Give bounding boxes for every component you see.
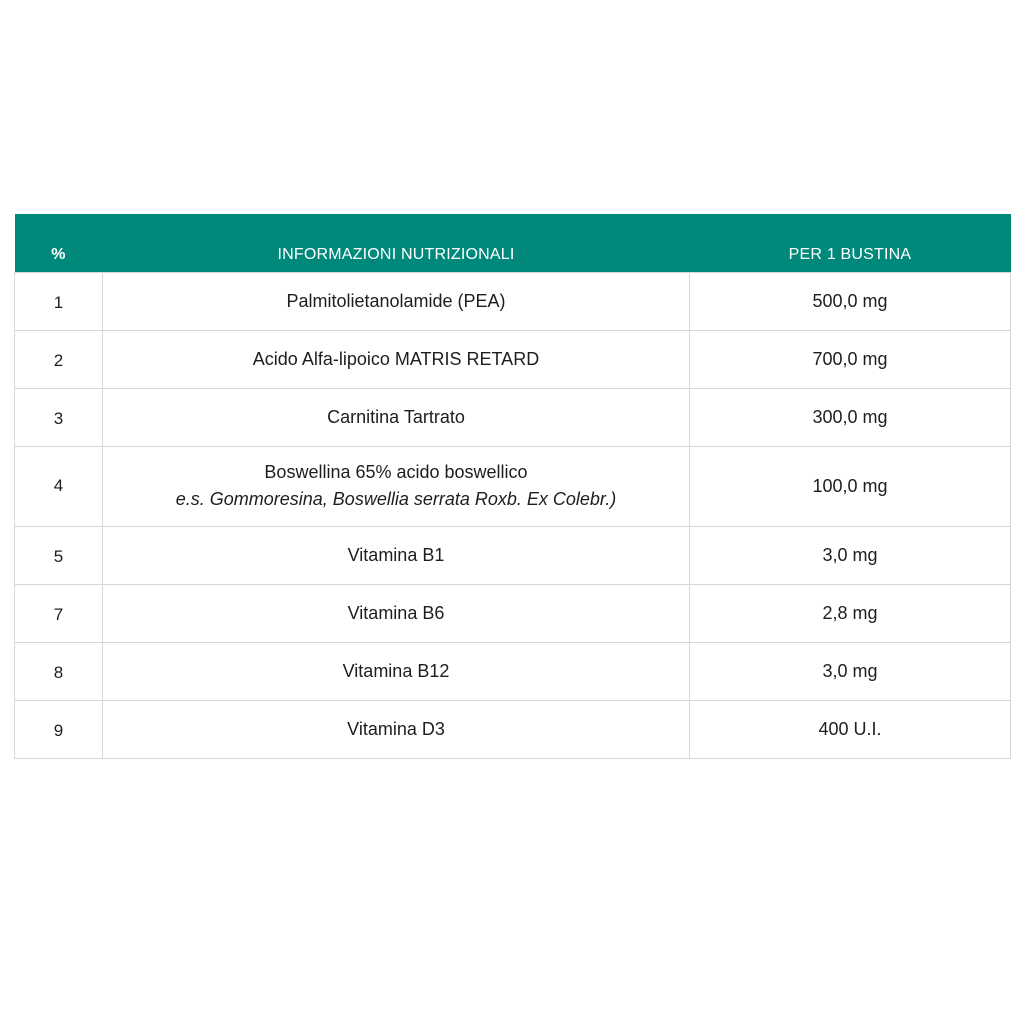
row-ingredient: Vitamina B1 <box>103 526 690 584</box>
header-row <box>15 214 1011 272</box>
row-index: 2 <box>15 330 103 388</box>
table-row <box>15 526 1011 584</box>
row-index: 1 <box>15 272 103 330</box>
table-row <box>15 388 1011 446</box>
row-ingredient: Palmitolietanolamide (PEA) <box>103 272 690 330</box>
row-ingredient: Carnitina Tartrato <box>103 388 690 446</box>
header-nutrition-info: INFORMAZIONI NUTRIZIONALI <box>277 245 515 263</box>
table-row <box>15 330 1011 388</box>
table-row <box>15 642 1011 700</box>
row-amount: 3,0 mg <box>690 526 1011 584</box>
row-amount: 400 U.I. <box>690 700 1011 758</box>
row-amount: 500,0 mg <box>690 272 1011 330</box>
row-amount: 2,8 mg <box>690 584 1011 642</box>
row-index: 7 <box>15 584 103 642</box>
nutrition-table-container <box>14 214 1010 759</box>
row-ingredient-cell <box>103 446 690 526</box>
row-index: 4 <box>15 446 103 526</box>
table-header <box>15 214 1011 272</box>
row-ingredient-note: e.s. Gommoresina, Boswellia serrata Roxb. Ex Colebr.) <box>175 489 617 509</box>
row-amount: 700,0 mg <box>690 330 1011 388</box>
row-ingredient: Boswellina 65% acido boswellico <box>264 462 528 482</box>
row-amount: 300,0 mg <box>690 388 1011 446</box>
row-amount: 3,0 mg <box>690 642 1011 700</box>
row-index: 8 <box>15 642 103 700</box>
row-index: 3 <box>15 388 103 446</box>
table-row <box>15 584 1011 642</box>
nutrition-table <box>14 214 1011 759</box>
row-ingredient: Acido Alfa-lipoico MATRIS RETARD <box>103 330 690 388</box>
row-amount: 100,0 mg <box>690 446 1011 526</box>
row-index: 5 <box>15 526 103 584</box>
header-per-sachet: PER 1 BUSTINA <box>788 245 912 263</box>
row-ingredient: Vitamina B12 <box>103 642 690 700</box>
row-ingredient: Vitamina D3 <box>103 700 690 758</box>
header-percent: % <box>51 245 66 263</box>
table-row <box>15 700 1011 758</box>
table-body <box>15 272 1011 758</box>
row-ingredient: Vitamina B6 <box>103 584 690 642</box>
row-index: 9 <box>15 700 103 758</box>
table-row <box>15 272 1011 330</box>
table-row <box>15 446 1011 526</box>
